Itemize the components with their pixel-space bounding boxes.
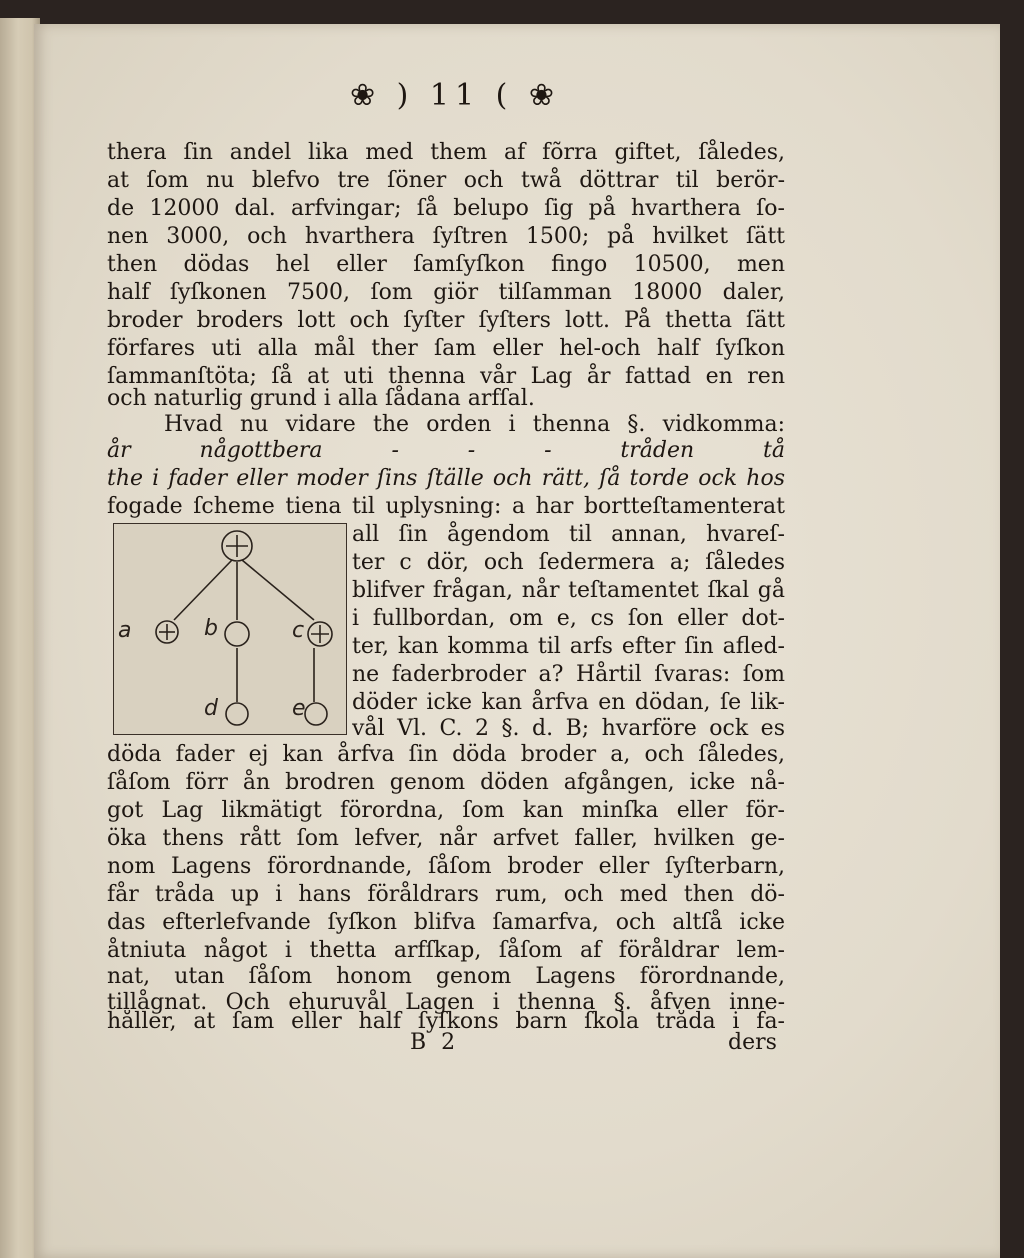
text-line: Hvad nu vidare the orden i thenna §. vidkomma: bbox=[164, 412, 785, 437]
node-e bbox=[305, 703, 327, 725]
text-line: half ſyſkonen 7500, ſom giör tilſamman 18000 daler, bbox=[107, 280, 785, 305]
text-line: das efterlefvande ſyſkon blifva ſamarfva, och altſå icke bbox=[107, 910, 785, 935]
text-line: ter, kan komma til arfs efter ſin afled- bbox=[352, 634, 785, 659]
label-a: a bbox=[118, 618, 132, 643]
text-line: the i fader eller moder ſins ſtälle och rätt, ſå torde ock hos bbox=[107, 466, 785, 491]
text-line: döder icke kan årfva en dödan, ſe lik- bbox=[352, 690, 785, 715]
label-d: d bbox=[204, 696, 218, 721]
label-b: b bbox=[204, 616, 218, 641]
scheme-diagram bbox=[114, 524, 346, 734]
text-line: then dödas hel eller ſamſyſkon fingo 10500, men bbox=[107, 252, 785, 277]
text-line: thera ſin andel lika med them af fõrra giftet, ſåledes, bbox=[107, 140, 785, 165]
text-line: håller, at ſam eller half ſyſkons barn ſkola tråda i fa- bbox=[107, 1010, 785, 1034]
text-line: nom Lagens förordnande, ſåſom broder eller ſyſterbarn, bbox=[107, 854, 785, 879]
text-line: öka thens rått ſom lefver, når arfvet faller, hvilken ge- bbox=[107, 826, 785, 851]
text-line: får tråda up i hans föråldrars rum, och med then dö- bbox=[107, 882, 785, 907]
label-e: e bbox=[292, 696, 306, 721]
text-line: blifver frågan, når teſtamentet ſkal gå bbox=[352, 578, 785, 603]
text-line: åtniuta något i thetta arfſkap, ſåſom af föråldrar lem- bbox=[107, 938, 785, 963]
catchword: ders bbox=[728, 1030, 777, 1055]
text-line: vål Vl. C. 2 §. d. B; hvarföre ock es bbox=[352, 716, 785, 741]
text-line: all ſin ågendom til annan, hvareſ- bbox=[352, 522, 785, 547]
text-line: got Lag likmätigt förordna, ſom kan minſka eller för- bbox=[107, 798, 785, 823]
text-line: år någottbera - - - tråden tå bbox=[107, 438, 785, 463]
text-line: ter c dör, och ſedermera a; ſåledes bbox=[352, 550, 785, 575]
text-line: döda fader ej kan årfva ſin döda broder a, och ſåledes, bbox=[107, 742, 785, 767]
text-line: nat, utan ſåſom honom genom Lagens förordnande, bbox=[107, 964, 785, 989]
text-line: ſåſom förr ån brodren genom döden afgången, icke nå- bbox=[107, 770, 785, 795]
family-tree-scheme bbox=[113, 523, 347, 735]
text-line: nen 3000, och hvarthera ſyſtren 1500; på hvilket ſätt bbox=[107, 224, 785, 249]
text-line: ne faderbroder a? Hårtil ſvaras: ſom bbox=[352, 662, 785, 687]
node-b bbox=[225, 622, 249, 646]
text-line: tillågnat. Och ehuruvål Lagen i thenna §. åfven inne- bbox=[107, 990, 785, 1015]
text-line: och naturlig grund i alla ſådana arfſal. bbox=[107, 386, 535, 411]
text-line: fogade ſcheme tiena til uplysning: a har bortteſtamenterat bbox=[107, 494, 785, 519]
text-line: i fullbordan, om e, cs ſon eller dot- bbox=[352, 606, 785, 631]
node-d bbox=[226, 703, 248, 725]
branch-line bbox=[242, 560, 314, 620]
label-c: c bbox=[292, 618, 305, 643]
branch-line bbox=[174, 560, 232, 620]
text-line: förfares uti alla mål ther ſam eller hel-och half ſyſkon bbox=[107, 336, 785, 361]
text-line: at ſom nu blefvo tre ſöner och twå döttrar til berör- bbox=[107, 168, 785, 193]
text-line: ſammanſtöta; ſå at uti thenna vår Lag år fattad en ren bbox=[107, 364, 785, 389]
text-line: de 12000 dal. arfvingar; ſå belupo ſig på hvarthera ſo- bbox=[107, 196, 785, 221]
signature-mark: B 2 bbox=[410, 1030, 460, 1055]
page-header: ❀ ) 11 ( ❀ bbox=[350, 78, 560, 113]
text-line: broder broders lott och ſyſter ſyſters lott. På thetta ſätt bbox=[107, 308, 785, 333]
